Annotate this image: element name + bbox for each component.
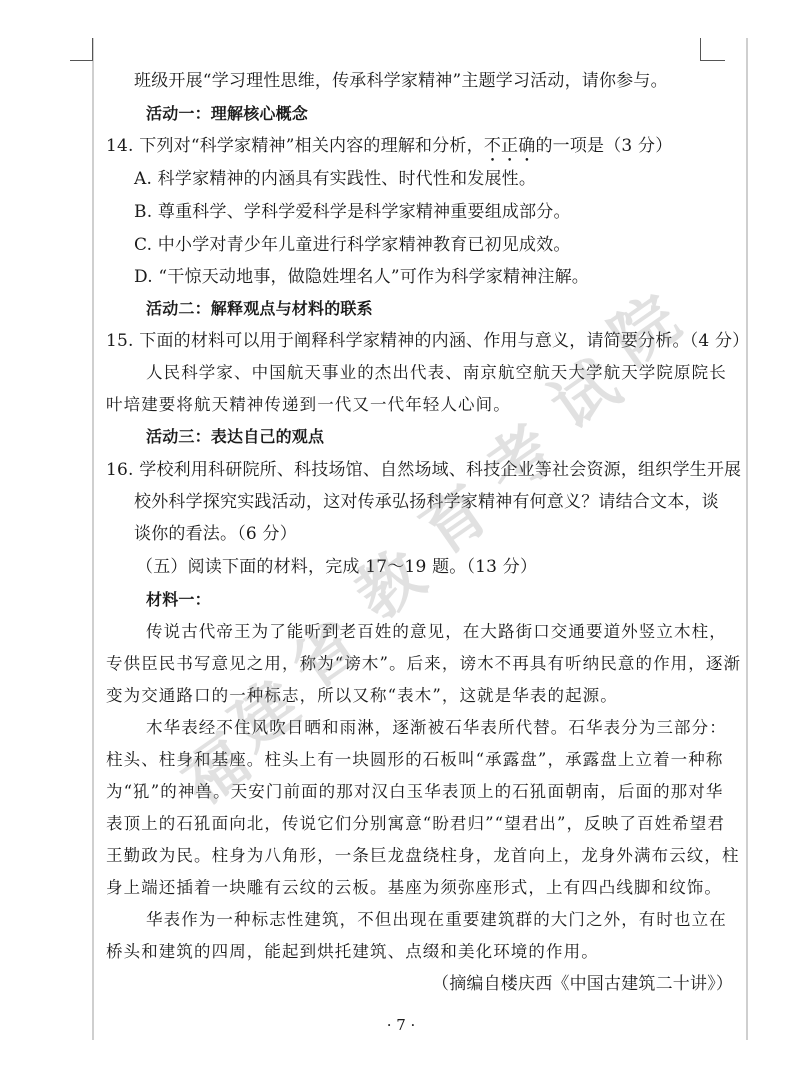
watermark-char: 考 (473, 412, 568, 510)
left-margin-line (92, 38, 94, 1040)
watermark-char: 教 (343, 537, 438, 635)
option-a: A. 科学家精神的内涵具有实践性、时代性和发展性。 (134, 169, 537, 189)
question-16-line-2: 校外科学探究实践活动，这对传承弘扬科学家精神有何意义？请结合文本，谈 (134, 492, 719, 512)
watermark-char: 福 (168, 722, 263, 820)
page-number: · 7 · (386, 1016, 416, 1034)
activity-2-heading: 活动二：解释观点与材料的联系 (146, 299, 373, 318)
activity-1-heading: 活动一：理解核心概念 (146, 104, 309, 123)
watermark-char: 省 (278, 607, 373, 705)
passage-line: 华表作为一种标志性建筑，不但出现在重要建筑群的大门之外，有时也立在 (146, 910, 727, 929)
question-15-material-line-1: 人民科学家、中国航天事业的杰出代表、南京航空航天大学航天学院原院长 (146, 363, 727, 382)
activity-3-heading: 活动三：表达自己的观点 (146, 427, 325, 446)
passage-line: 木华表经不住风吹日晒和雨淋，逐渐被石华表所代替。石华表分为三部分： (146, 718, 727, 737)
question-14-prefix: 14. 下列对“科学家精神”相关内容的理解和分析， (106, 136, 484, 156)
watermark-char: 建 (218, 667, 313, 765)
passage-line: 专供臣民书写意见之用，称为“谤木”。后来，谤木不再具有听纳民意的作用，逐渐 (106, 654, 742, 673)
intro-text: 班级开展“学习理性思维，传承科学家精神”主题学习活动，请你参与。 (134, 71, 668, 91)
passage-line: 桥头和建筑的四周，能起到烘托建筑、点缀和美化环境的作用。 (106, 942, 599, 961)
question-15-material-line-2: 叶培建要将航天精神传递到一代又一代年轻人心间。 (106, 395, 511, 414)
question-16-line-1: 16. 学校利用科研院所、科技场馆、自然场域、科技企业等社会资源，组织学生开展 (106, 460, 742, 480)
option-c: C. 中小学对青少年儿童进行科学家精神教育已初见成效。 (134, 235, 571, 255)
passage-line: 为“犼”的神兽。天安门前面的那对汉白玉华表顶上的石犼面朝南，后面的那对华 (106, 782, 724, 801)
passage-line: 表顶上的石犼面向北，传说它们分别寓意“盼君归”“望君出”，反映了百姓希望君 (106, 814, 725, 833)
question-14 (106, 135, 672, 166)
material-1-label: 材料一： (146, 590, 211, 609)
watermark-char: 育 (408, 472, 503, 570)
section-5-heading: （五）阅读下面的材料，完成 17～19 题。（13 分） (136, 557, 538, 577)
question-15: 15. 下面的材料可以用于阐释科学家精神的内涵、作用与意义，请简要分析。（4 分） (106, 331, 750, 351)
option-d: D. “干惊天动地事，做隐姓埋名人”可作为科学家精神注解。 (134, 267, 590, 287)
passage-line: 王勤政为民。柱身为八角形，一条巨龙盘绕柱身，龙首向上，龙身外满布云纹，柱 (106, 846, 740, 865)
option-b: B. 尊重科学、学科学爱科学是科学家精神重要组成部分。 (134, 202, 571, 222)
crop-mark-top-left (70, 38, 93, 61)
question-14-suffix: 的一项是（3 分） (535, 136, 673, 156)
passage-line: 变为交通路口的一种标志，所以又称“表木”，这就是华表的起源。 (106, 686, 618, 705)
passage-line: 柱头、柱身和基座。柱头上有一块圆形的石板叫“承露盘”，承露盘上立着一种称 (106, 750, 724, 769)
watermark-char: 试 (538, 347, 633, 445)
crop-mark-top-right (700, 38, 725, 61)
passage-line: 传说古代帝王为了能听到老百姓的意见，在大路街口交通要道外竖立木柱， (146, 622, 727, 641)
passage-line: 身上端还插着一块雕有云纹的云板。基座为须弥座形式，上有四凸线脚和纹饰。 (106, 878, 722, 897)
question-14-emphasis: 不正确 (483, 136, 536, 156)
source-citation: （摘编自楼庆西《中国古建筑二十讲》） (432, 974, 734, 994)
right-margin-line (746, 38, 748, 1040)
watermark-char: 院 (598, 282, 693, 380)
question-16-line-3: 谈你的看法。（6 分） (134, 524, 297, 544)
